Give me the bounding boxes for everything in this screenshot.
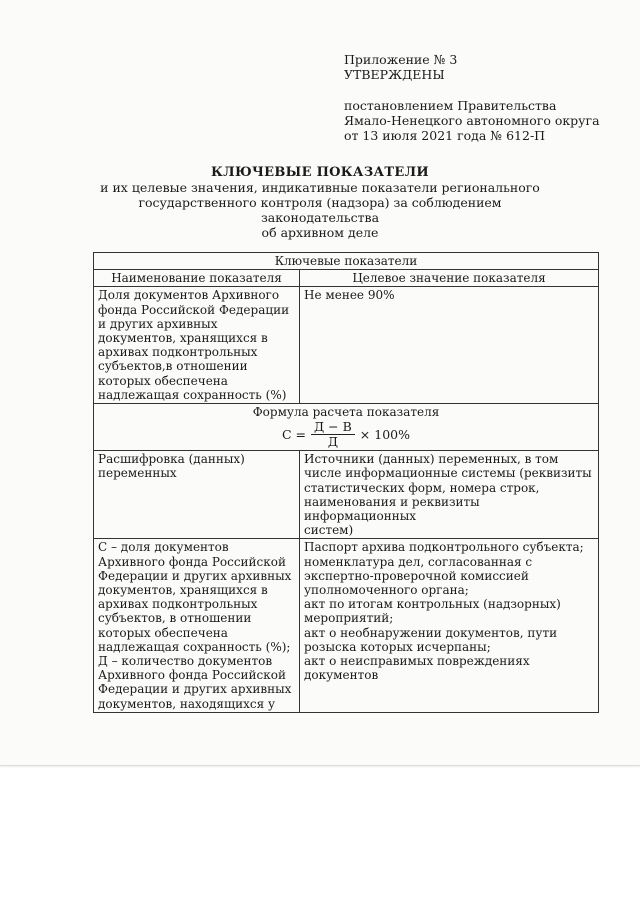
formula [282, 420, 410, 449]
cell-line: и других архивных [98, 316, 218, 331]
table-row [94, 451, 599, 539]
cell-line: субъектов,в отношении [98, 359, 248, 374]
formula-header: Формула расчета показателя [252, 405, 440, 420]
cell-line: документов, хранящихся в [98, 331, 268, 346]
formula-denominator: Д [327, 434, 338, 450]
cell-line: надлежащая сохранность (%); [98, 639, 291, 654]
cell-line: архивах подконтрольных [98, 345, 258, 360]
target-value-cell: Не менее 90% [300, 287, 599, 404]
table-row [94, 404, 599, 451]
col-target-header: Целевое значение показателя [300, 270, 599, 287]
resolution-line: постановлением Правительства [344, 98, 557, 113]
document-title [80, 165, 560, 240]
indicator-name-cell [94, 287, 300, 404]
table-row [94, 270, 599, 287]
cell-line: переменных [98, 466, 177, 481]
cell-line: акт о неисправимых повреждениях [304, 654, 530, 669]
cell-line: статистических форм, номера строк, [304, 480, 540, 495]
resolution-line: от 13 июля 2021 года № 612-П [344, 128, 546, 143]
cell-line: документов, находящихся у [98, 696, 276, 711]
cell-line: документов, хранящихся в [98, 583, 268, 598]
cell-line: Паспорт архива подконтрольного субъекта; [304, 540, 584, 555]
col-name-header: Наименование показателя [94, 270, 300, 287]
cell-line: архивах подконтрольных [98, 597, 258, 612]
cell-line: субъектов, в отношении [98, 611, 252, 626]
formula-rhs: × 100% [359, 426, 410, 442]
cell-line: С – доля документов [98, 540, 229, 555]
cell-line: Федерации и других архивных [98, 682, 292, 697]
variables-cell [94, 539, 300, 712]
approved-label: УТВЕРЖДЕНЫ [344, 67, 445, 82]
title-sub-line: и их целевые значения, индикативные показатели регионального [100, 180, 540, 195]
cell-line: надлежащая сохранность (%) [98, 387, 287, 402]
cell-line: экспертно-проверочной комиссией [304, 568, 529, 583]
cell-line: Доля документов Архивного [98, 288, 280, 303]
appendix-number: Приложение № 3 [344, 52, 458, 67]
cell-line: Архивного фонда Российской [98, 668, 286, 683]
sources-cell [300, 539, 599, 712]
cell-line: Расшифровка (данных) [98, 452, 245, 467]
section-header: Ключевые показатели [94, 253, 599, 270]
title-main: КЛЮЧЕВЫЕ ПОКАЗАТЕЛИ [211, 165, 429, 180]
formula-lhs: С = [282, 426, 307, 442]
formula-cell [94, 404, 599, 451]
resolution-line: Ямало-Ненецкого автономного округа [344, 113, 600, 128]
key-indicators-table [93, 252, 599, 713]
approval-block [344, 52, 634, 143]
cell-line: Архивного фонда Российской [98, 554, 286, 569]
cell-line: розыска которых исчерпаны; [304, 639, 491, 654]
cell-line: документов [304, 668, 379, 683]
sources-label-cell [300, 451, 599, 539]
cell-line: акт по итогам контрольных (надзорных) [304, 597, 561, 612]
title-sub-line: государственного контроля (надзора) за соблюдением законодательства [138, 195, 502, 225]
cell-line: фонда Российской Федерации [98, 302, 290, 317]
formula-numerator: Д − В [311, 420, 355, 435]
cell-line: номенклатура дел, согласованная с [304, 554, 533, 569]
cell-line: которых обеспечена [98, 373, 228, 388]
cell-line: которых обеспечена [98, 625, 228, 640]
formula-fraction [311, 420, 355, 449]
table-row [94, 287, 599, 404]
title-sub-line: об архивном деле [261, 225, 379, 240]
cell-line: мероприятий; [304, 611, 394, 626]
cell-line: числе информационные системы (реквизиты [304, 466, 592, 481]
table-row [94, 253, 599, 270]
table-row [94, 539, 599, 712]
cell-line: систем) [304, 523, 354, 538]
cell-line: Источники (данных) переменных, в том [304, 452, 559, 467]
cell-line: Д – количество документов [98, 654, 273, 669]
cell-line: уполномоченного органа; [304, 583, 469, 598]
decode-label-cell [94, 451, 300, 539]
cell-line: акт о необнаружении документов, пути [304, 625, 558, 640]
cell-line: наименования и реквизиты информационных [304, 494, 480, 524]
cell-line: Федерации и других архивных [98, 568, 292, 583]
